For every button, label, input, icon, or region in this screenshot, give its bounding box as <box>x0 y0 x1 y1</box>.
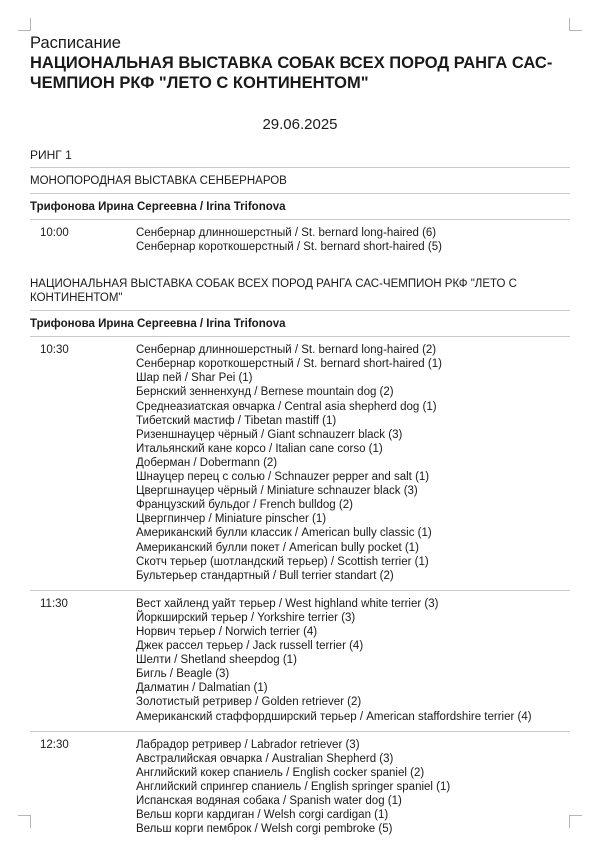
breed-entry: Вельш корги кардиган / Welsh corgi cardigan (1) <box>136 809 389 822</box>
breed-entry: Бигль / Beagle (3) <box>136 668 230 681</box>
section-title: МОНОПОРОДНАЯ ВЫСТАВКА СЕНБЕРНАРОВ <box>30 168 570 194</box>
breed-entry: Йоркширский терьер / Yorkshire terrier (3) <box>136 611 356 624</box>
breed-entry: Испанская водяная собака / Spanish water dog (1) <box>136 795 402 807</box>
breed-entry: Доберман / Dobermann (2) <box>136 456 278 469</box>
breed-entry: Сенбернар длинношерстный / St. bernard long-haired (2) <box>136 344 437 357</box>
time-slot <box>30 220 570 261</box>
crop-mark-top-right <box>569 18 582 31</box>
schedule-sections <box>30 168 570 843</box>
time-slot <box>30 732 570 844</box>
breed-entry: Ризеншнауцер чёрный / Giant schnauzerr black (3) <box>136 428 403 441</box>
breed-entry: Далматин / Dalmatian (1) <box>136 682 268 695</box>
breed-entry: Вест хайленд уайт терьер / West highland white terrier (3) <box>136 597 439 610</box>
breed-entry: Французский бульдог / French bulldog (2) <box>136 499 353 512</box>
show-section <box>30 271 570 843</box>
breed-entry: Бультерьер стандартный / Bull terrier standart (2) <box>136 569 394 582</box>
breed-entry: Сенбернар длинношерстный / St. bernard long-haired (6) <box>136 227 437 239</box>
document-label: Расписание <box>30 34 121 52</box>
breed-entry: Цвергшнауцер чёрный / Miniature schnauzer black (3) <box>136 485 418 498</box>
breed-entry: Английский кокер спаниель / English cocker spaniel (2) <box>136 766 425 779</box>
breed-list <box>136 738 570 837</box>
breed-entry: Американский булли классик / American bully classic (1) <box>136 527 432 540</box>
breed-entry: Тибетский мастиф / Tibetan mastiff (1) <box>136 414 337 427</box>
time-slot <box>30 337 570 591</box>
slot-time: 11:30 <box>40 597 68 610</box>
breed-list <box>136 343 570 583</box>
slot-time: 12:30 <box>40 738 69 751</box>
breed-entry: Золотистый ретривер / Golden retriever (2) <box>136 696 362 709</box>
breed-entry: Среднеазиатская овчарка / Central asia shepherd dog (1) <box>136 400 437 413</box>
breed-entry: Шнауцер перец с солью / Schnauzer pepper and salt (1) <box>136 471 430 484</box>
breed-entry: Джек рассел терьер / Jack russell terrier (4) <box>136 640 364 653</box>
breed-entry: Шелти / Shetland sheepdog (1) <box>136 654 297 667</box>
breed-entry: Цвергпинчер / Miniature pinscher (1) <box>136 513 327 526</box>
section-gap <box>30 261 570 271</box>
show-section <box>30 168 570 261</box>
breed-list <box>136 226 570 254</box>
event-name: НАЦИОНАЛЬНАЯ ВЫСТАВКА СОБАК ВСЕХ ПОРОД РАНГА САС-ЧЕМПИОН РКФ "ЛЕТО С КОНТИНЕНТОМ" <box>30 54 553 92</box>
document-header <box>30 33 570 93</box>
breed-entry: Шар пей / Shar Pei (1) <box>136 372 253 385</box>
crop-mark-bottom-right <box>569 815 582 828</box>
judge-name: Трифонова Ирина Сергеевна / Irina Trifonova <box>30 194 570 220</box>
breed-entry: Американский булли покет / American bully pocket (1) <box>136 541 419 554</box>
time-slot <box>30 591 570 732</box>
breed-entry: Вельш корги пемброк / Welsh corgi pembroke (5) <box>136 823 393 836</box>
event-date: 29.06.2025 <box>262 116 338 133</box>
slot-time: 10:00 <box>40 227 69 239</box>
breed-entry: Итальянский кане корсо / Italian cane corso (1) <box>136 442 383 455</box>
slot-time: 10:30 <box>40 344 69 357</box>
breed-entry: Сенбернар короткошерстный / St. bernard short-haired (1) <box>136 358 442 371</box>
breed-entry: Скотч терьер (шотландский терьер) / Scottish terrier (1) <box>136 555 429 568</box>
ring-heading: РИНГ 1 <box>30 147 570 168</box>
breed-entry: Английский спрингер спаниель / English springer spaniel (1) <box>136 780 451 793</box>
breed-entry: Американский стаффордширский терьер / American staffordshire terrier (4) <box>136 710 532 723</box>
breed-list <box>136 597 570 724</box>
breed-entry: Бернский зенненхунд / Bernese mountain dog (2) <box>136 386 394 399</box>
breed-entry: Сенбернар короткошерстный / St. bernard short-haired (5) <box>136 241 442 254</box>
schedule-page <box>30 33 570 843</box>
judge-name: Трифонова Ирина Сергеевна / Irina Trifonova <box>30 311 570 337</box>
breed-entry: Лабрадор ретривер / Labrador retriever (3) <box>136 738 360 751</box>
crop-mark-top-left <box>18 18 31 31</box>
breed-entry: Австралийская овчарка / Australian Shepherd (3) <box>136 752 394 765</box>
section-title: НАЦИОНАЛЬНАЯ ВЫСТАВКА СОБАК ВСЕХ ПОРОД РАНГА САС-ЧЕМПИОН РКФ "ЛЕТО С КОНТИНЕНТОМ" <box>30 271 570 311</box>
breed-entry: Норвич терьер / Norwich terrier (4) <box>136 625 318 638</box>
